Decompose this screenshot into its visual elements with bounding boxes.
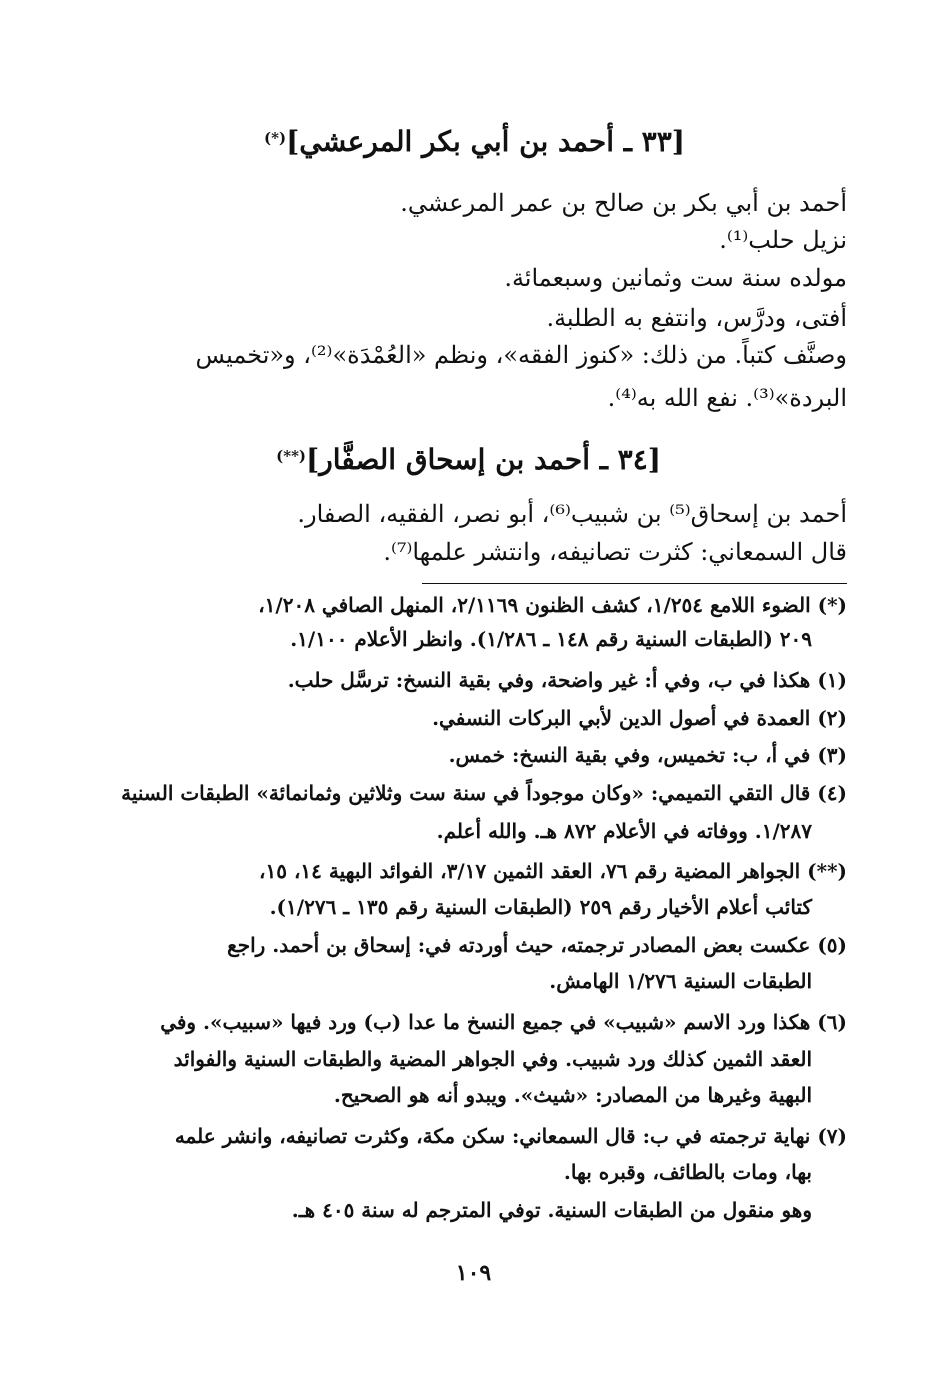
entry-heading-33-mark: (*) [264, 129, 287, 147]
footnote-line: العقد الثمين كذلك ورد شبيب. وفي الجواهر المضية والطبقات السنية والفوائد [173, 1047, 812, 1071]
footnote-line: كتائب أعلام الأخيار رقم ٢٥٩ (الطبقات السنية رقم ١٣٥ ـ ١/٢٧٦). [269, 895, 812, 919]
footnote-line: (٥) عكست بعض المصادر ترجمته، حيث أوردته في: إسحاق بن أحمد. راجع [227, 933, 847, 957]
entry-heading-34 [276, 440, 661, 480]
entry-33-line: نزيل حلب⁽¹⁾. [719, 226, 847, 254]
entry-34-line: أحمد بن إسحاق⁽⁵⁾ بن شبيب⁽⁶⁾، أبو نصر، الفقيه، الصفار. [297, 500, 847, 528]
footnote-line: بها، ومات بالطائف، وقبره بها. [563, 1160, 812, 1184]
footnote-line: (٦) هكذا ورد الاسم «شبيب» في جميع النسخ ما عدا (ب) ورد فيها «سبيب». وفي [160, 1010, 847, 1034]
entry-34-line: قال السمعاني: كثرت تصانيفه، وانتشر علمها⁽⁷⁾. [383, 538, 847, 566]
footnote-line: (٣) في أ، ب: تخميس، وفي بقية النسخ: خمس. [448, 743, 847, 767]
entry-heading-34-mark: (**) [276, 447, 307, 465]
footnote-line: ١/٢٨٧. ووفاته في الأعلام ٨٧٢ هـ. والله أعلم. [436, 819, 812, 843]
footnote-line: وهو منقول من الطبقات السنية. توفي المترجم له سنة ٤٠٥ هـ. [291, 1198, 812, 1222]
entry-33-line: وصنَّف كتباً. من ذلك: «كنوز الفقه»، ونظم «العُمْدَة»⁽²⁾، و«تخميس [195, 341, 847, 369]
footnote-separator [422, 583, 847, 584]
footnote-line: (*) الضوء اللامع ١/٢٥٤، كشف الظنون ٢/١١٦٩، المنهل الصافي ١/٢٠٨، [258, 593, 847, 617]
footnote-line: البهية وغيرها من المصادر: «شيث». ويبدو أنه هو الصحيح. [333, 1083, 812, 1107]
footnote-line: (٧) نهاية ترجمته في ب: قال السمعاني: سكن مكة، وكثرت تصانيفه، وانشر علمه [174, 1124, 847, 1148]
footnote-line: الطبقات السنية ١/٢٧٦ الهامش. [549, 969, 812, 993]
entry-33-line: أحمد بن أبي بكر بن صالح بن عمر المرعشي. [400, 189, 847, 217]
entry-33-line: مولده سنة ست وثمانين وسبعمائة. [504, 264, 847, 292]
entry-33-line: البردة»⁽³⁾. نفع الله به⁽⁴⁾. [607, 384, 847, 412]
footnote-line: (٢) العمدة في أصول الدين لأبي البركات النسفي. [432, 706, 847, 730]
footnote-line: (٤) قال التقي التميمي: «وكان موجوداً في سنة ست وثلاثين وثمانمائة» الطبقات السنية [121, 781, 847, 805]
page-number: ١٠٩ [455, 1260, 492, 1286]
entry-heading-34-text: [٣٤ ـ أحمد بن إسحاق الصفَّار] [306, 443, 661, 476]
entry-heading-33 [264, 122, 685, 162]
footnote-line: (**) الجواهر المضية رقم ٧٦، العقد الثمين ٣/١٧، الفوائد البهية ١٤، ١٥، [259, 859, 847, 883]
entry-heading-33-text: [٣٣ ـ أحمد بن أبي بكر المرعشي] [286, 125, 685, 158]
footnote-line: (١) هكذا في ب، وفي أ: غير واضحة، وفي بقية النسخ: ترسَّل حلب. [287, 668, 847, 692]
entry-33-line: أفتى، ودرَّس، وانتفع به الطلبة. [546, 304, 847, 332]
footnote-line: ٢٠٩ (الطبقات السنية رقم ١٤٨ ـ ١/٢٨٦). وانظر الأعلام ١/١٠٠. [290, 627, 812, 651]
